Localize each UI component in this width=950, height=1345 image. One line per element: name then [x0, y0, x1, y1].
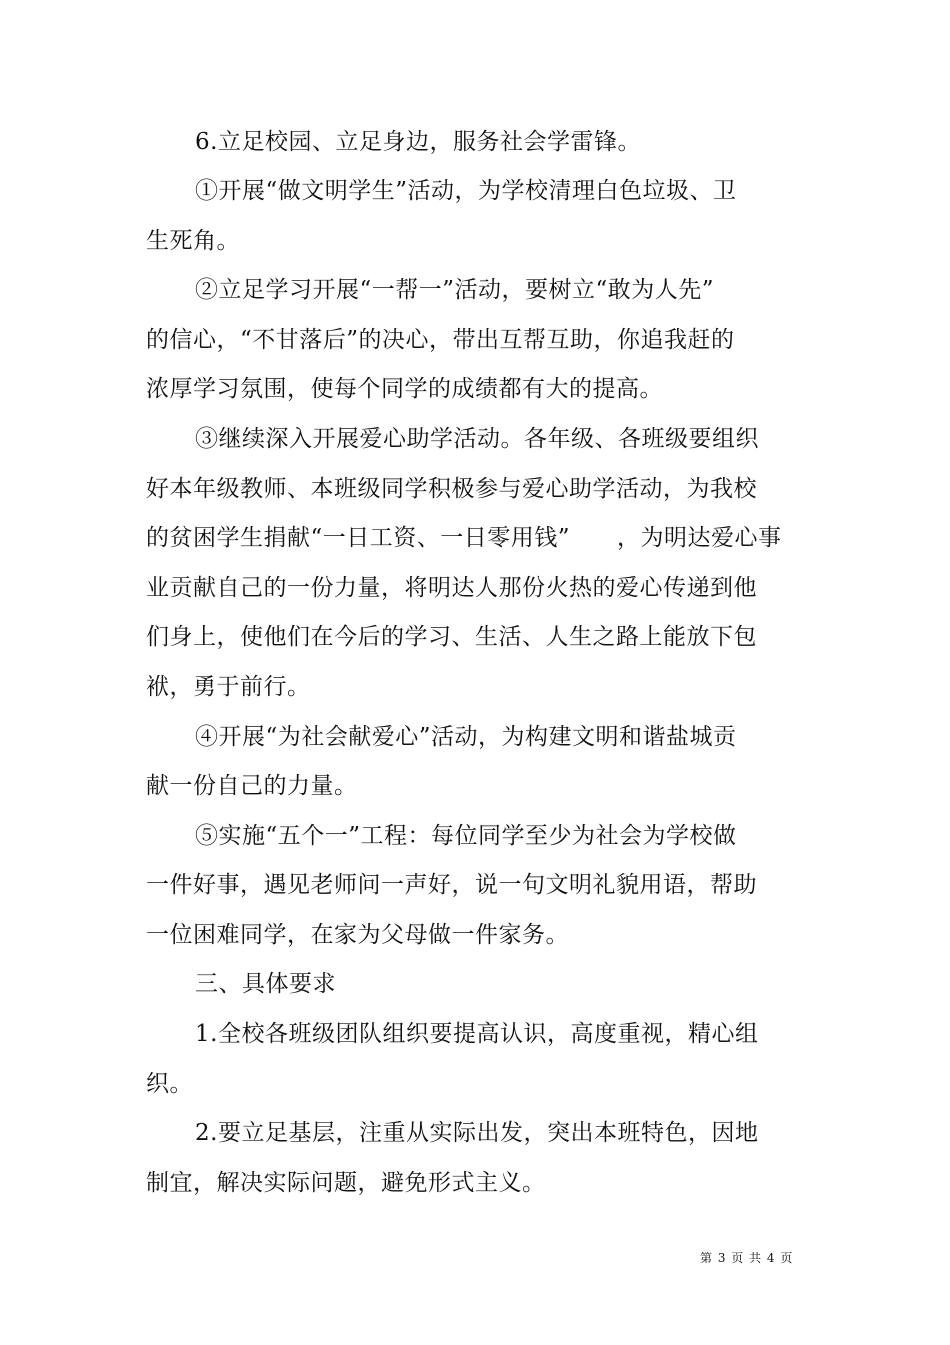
paragraph-line: 好本年级教师、本班级同学积极参与爱心助学活动，为我校	[146, 476, 757, 502]
paragraph-line: 6.立足校园、立足身边，服务社会学雷锋。	[195, 129, 641, 155]
paragraph-line: ①开展“做文明学生”活动，为学校清理白色垃圾、卫	[195, 178, 737, 204]
paragraph-line: 们身上，使他们在今后的学习、生活、人生之路上能放下包	[146, 624, 757, 650]
paragraph-line: 制宜，解决实际问题，避免形式主义。	[146, 1170, 546, 1196]
page-number-footer: 第 3 页 共 4 页	[700, 1251, 794, 1265]
paragraph-line: 献一份自己的力量。	[146, 773, 358, 799]
paragraph-line: 的信心，“不甘落后”的决心，带出互帮互助，你追我赶的	[146, 327, 735, 353]
paragraph-line: ⑤实施“五个一”工程：每位同学至少为社会为学校做	[195, 823, 737, 849]
paragraph-line: 1.全校各班级团队组织要提高认识，高度重视，精心组	[195, 1021, 759, 1047]
paragraph-line: 的贫困学生捐献“一日工资、一日零用钱” ，为明达爱心事	[146, 525, 782, 551]
section-heading: 三、具体要求	[195, 971, 336, 997]
paragraph-line: ③继续深入开展爱心助学活动。各年级、各班级要组织	[195, 426, 759, 452]
paragraph-line: 织。	[146, 1071, 193, 1097]
paragraph-line: ②立足学习开展“一帮一”活动，要树立“敢为人先”	[195, 277, 715, 303]
paragraph-line: 2.要立足基层，注重从实际出发，突出本班特色，因地	[195, 1120, 759, 1146]
paragraph-line: 浓厚学习氛围，使每个同学的成绩都有大的提高。	[146, 376, 663, 402]
paragraph-line: 袱，勇于前行。	[146, 674, 311, 700]
paragraph-line: ④开展“为社会献爱心”活动，为构建文明和谐盐城贡	[195, 724, 737, 750]
paragraph-line: 一位困难同学，在家为父母做一件家务。	[146, 922, 569, 948]
paragraph-line: 一件好事，遇见老师问一声好，说一句文明礼貌用语，帮助	[146, 872, 757, 898]
paragraph-line: 生死角。	[146, 228, 240, 254]
paragraph-line: 业贡献自己的一份力量，将明达人那份火热的爱心传递到他	[146, 575, 757, 601]
